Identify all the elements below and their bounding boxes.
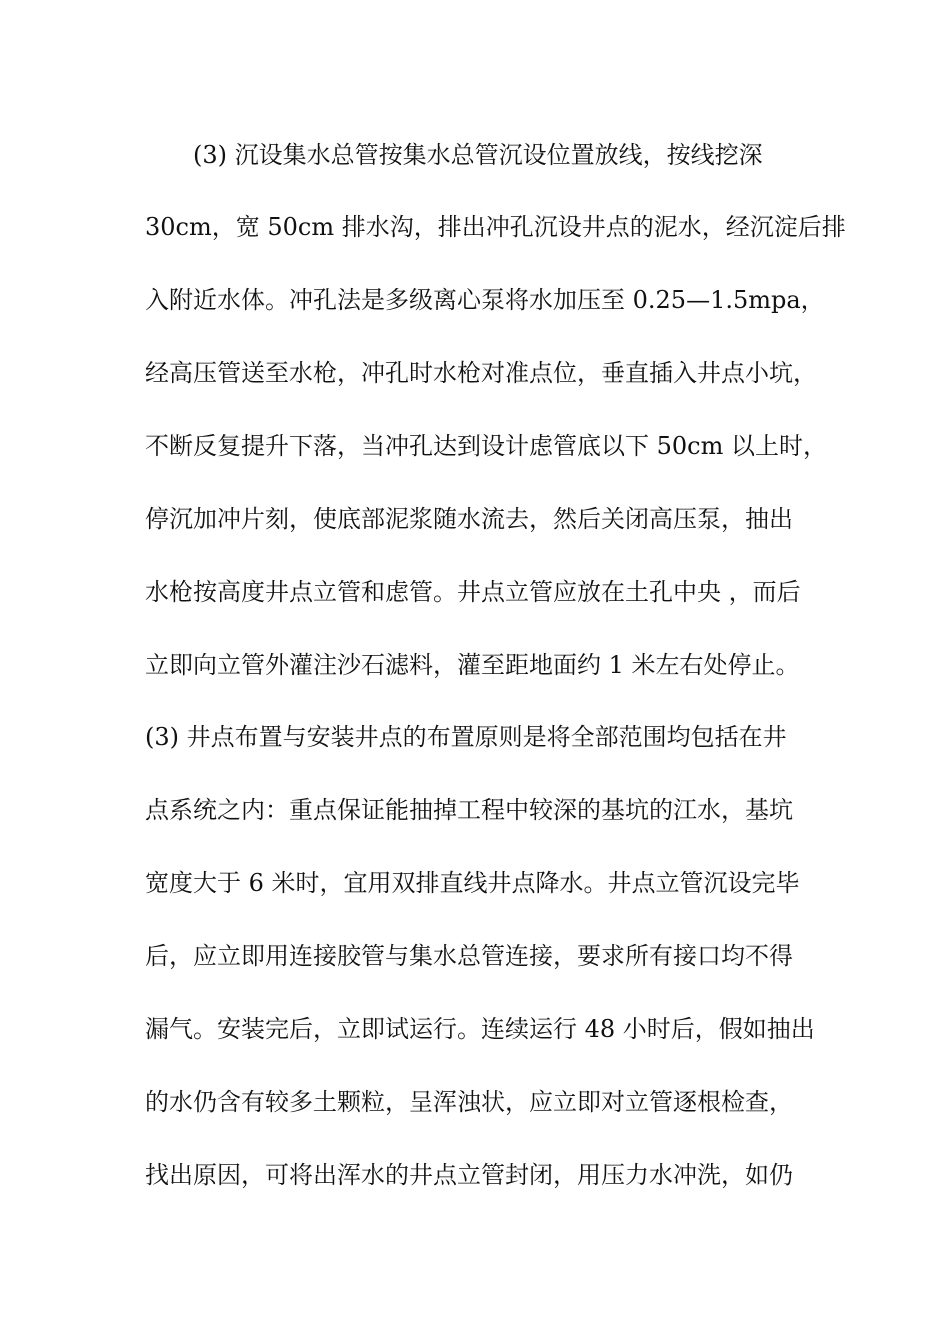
text-line: 停沉加冲片刻，使底部泥浆随水流去，然后关闭高压泵，抽出 [145, 505, 793, 533]
text-line: (3) 沉设集水总管按集水总管沉设位置放线，按线挖深 [193, 141, 763, 169]
text-line: 漏气。安装完后，立即试运行。连续运行 48 小时后，假如抽出 [145, 1015, 815, 1043]
text-line: 后，应立即用连接胶管与集水总管连接，要求所有接口均不得 [145, 942, 793, 970]
text-line: 找出原因，可将出浑水的井点立管封闭，用压力水冲洗，如仍 [145, 1161, 793, 1189]
text-line: 经高压管送至水枪，冲孔时水枪对准点位，垂直插入井点小坑， [145, 359, 817, 387]
text-line: 30cm，宽 50cm 排水沟，排出冲孔沉设井点的泥水，经沉淀后排 [145, 213, 846, 241]
text-line: 宽度大于 6 米时，宜用双排直线井点降水。井点立管沉设完毕 [145, 869, 800, 897]
text-line: 水枪按高度井点立管和虑管。井点立管应放在土孔中央 ，而后 [145, 578, 801, 606]
text-line: 入附近水体。冲孔法是多级离心泵将水加压至 0.25—1.5mpa， [145, 286, 825, 314]
text-line: 点系统之内：重点保证能抽掉工程中较深的基坑的江水，基坑 [145, 796, 793, 824]
text-line: (3) 井点布置与安装井点的布置原则是将全部范围均包括在井 [145, 723, 787, 751]
text-line: 立即向立管外灌注沙石滤料，灌至距地面约 1 米左右处停止。 [145, 651, 800, 679]
text-line: 不断反复提升下落，当冲孔达到设计虑管底以下 50cm 以上时， [145, 432, 827, 460]
text-line: 的水仍含有较多土颗粒，呈浑浊状，应立即对立管逐根检查， [145, 1088, 793, 1116]
